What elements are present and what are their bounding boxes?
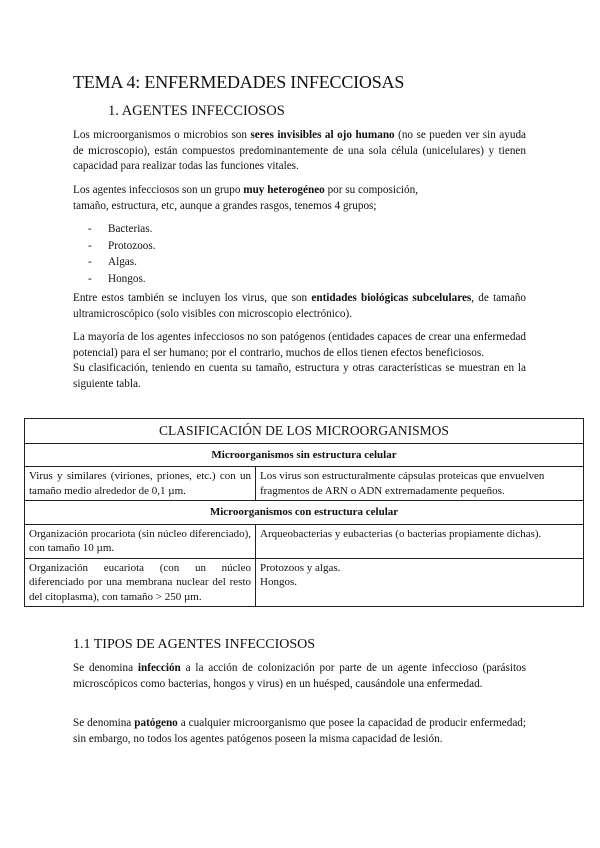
text: Los microorganismos o microbios son — [73, 129, 251, 141]
text: Se denomina — [73, 662, 138, 674]
section-heading-agentes: 1. AGENTES INFECCIOSOS — [108, 103, 285, 119]
text: La mayoría de los agentes infecciosos no son patógenos (entidades capaces de crear una enfermedad potencial) para el ser humano; por el contrario, muchos de ellos tienen efectos beneficiosos. — [73, 331, 526, 359]
list-item: - Algas. — [88, 254, 156, 271]
paragraph-patogeno — [73, 716, 526, 747]
page-title: TEMA 4: ENFERMEDADES INFECCIOSAS — [73, 72, 405, 92]
text: tamaño, estructura, etc, aunque a grandes rasgos, tenemos 4 grupos; — [73, 199, 377, 212]
text: por su composición, — [324, 184, 419, 196]
text: a la acción de colonización por parte de un agente infeccioso (parásitos microscópicos como bacterias, hongos y virus) en un huésped, causándole una enfermedad. — [73, 662, 526, 690]
bold-text: entidades biológicas subcelulares — [311, 292, 472, 304]
bold-text: patógeno — [134, 717, 178, 729]
text: Hongos. — [260, 576, 297, 588]
text: Protozoos y algas. — [260, 561, 341, 574]
paragraph-infeccion — [73, 661, 526, 692]
table-cell: Los virus son estructuralmente cápsulas proteicas que envuelven fragmentos de ARN o ADN extremadamente pequeños. — [256, 467, 584, 501]
table-group-heading: Microorganismos con estructura celular — [25, 501, 584, 525]
paragraph-microorganismos — [73, 128, 526, 175]
section-heading-tipos: 1.1 TIPOS DE AGENTES INFECCIOSOS — [73, 637, 316, 652]
text: Su clasificación, teniendo en cuenta su tamaño, estructura y otras características se muestran en la siguiente tabla. — [73, 362, 526, 390]
bold-text: infección — [137, 662, 181, 674]
table-row — [25, 467, 584, 501]
text: Entre estos también se incluyen los virus, que son — [73, 292, 312, 304]
list-item: - Bacterias. — [88, 221, 156, 238]
text: Se denomina — [73, 717, 135, 729]
list-item: - Hongos. — [88, 271, 156, 288]
table-cell: Organización procariota (sin núcleo diferenciado), con tamaño 10 µm. — [25, 524, 256, 558]
table-title: CLASIFICACIÓN DE LOS MICROORGANISMOS — [25, 419, 584, 444]
bold-text: seres invisibles al ojo humano — [250, 129, 395, 141]
table-cell — [256, 558, 584, 607]
paragraph-patogenos — [73, 330, 526, 392]
text: a cualquier microorganismo que posee la capacidad de producir enfermedad; sin embargo, no todos los agentes patógenos poseen la misma capacidad de lesión. — [73, 717, 526, 745]
table-cell: Virus y similares (viriones, priones, etc.) con un tamaño medio alrededor de 0,1 µm. — [25, 467, 256, 501]
table-cell: Arqueobacterias y eubacterias (o bacterias propiamente dichas). — [256, 524, 584, 558]
table-group-heading: Microorganismos sin estructura celular — [25, 443, 584, 467]
table-row — [25, 524, 584, 558]
text: (no se pueden ver sin ayuda de microscopio), están compuestos predominantemente de una sola célula (unicelulares) y tienen capacidad para realizar todas las funciones vitales. — [73, 129, 527, 172]
bold-text: muy heterogéneo — [243, 184, 325, 196]
paragraph-virus — [73, 291, 526, 322]
text: , de tamaño ultramicroscópico (solo visibles con microscopio electrónico). — [73, 292, 527, 320]
table-row — [25, 558, 584, 607]
groups-list — [88, 221, 156, 287]
paragraph-heterogeneo — [73, 183, 526, 214]
list-item: - Protozoos. — [88, 238, 156, 255]
text: Los agentes infecciosos son un grupo — [73, 184, 244, 196]
table-cell: Organización eucariota (con un núcleo diferenciado por una membrana nuclear del resto del citoplasma), con tamaño > 250 µm. — [25, 558, 256, 607]
classification-table — [24, 418, 584, 607]
